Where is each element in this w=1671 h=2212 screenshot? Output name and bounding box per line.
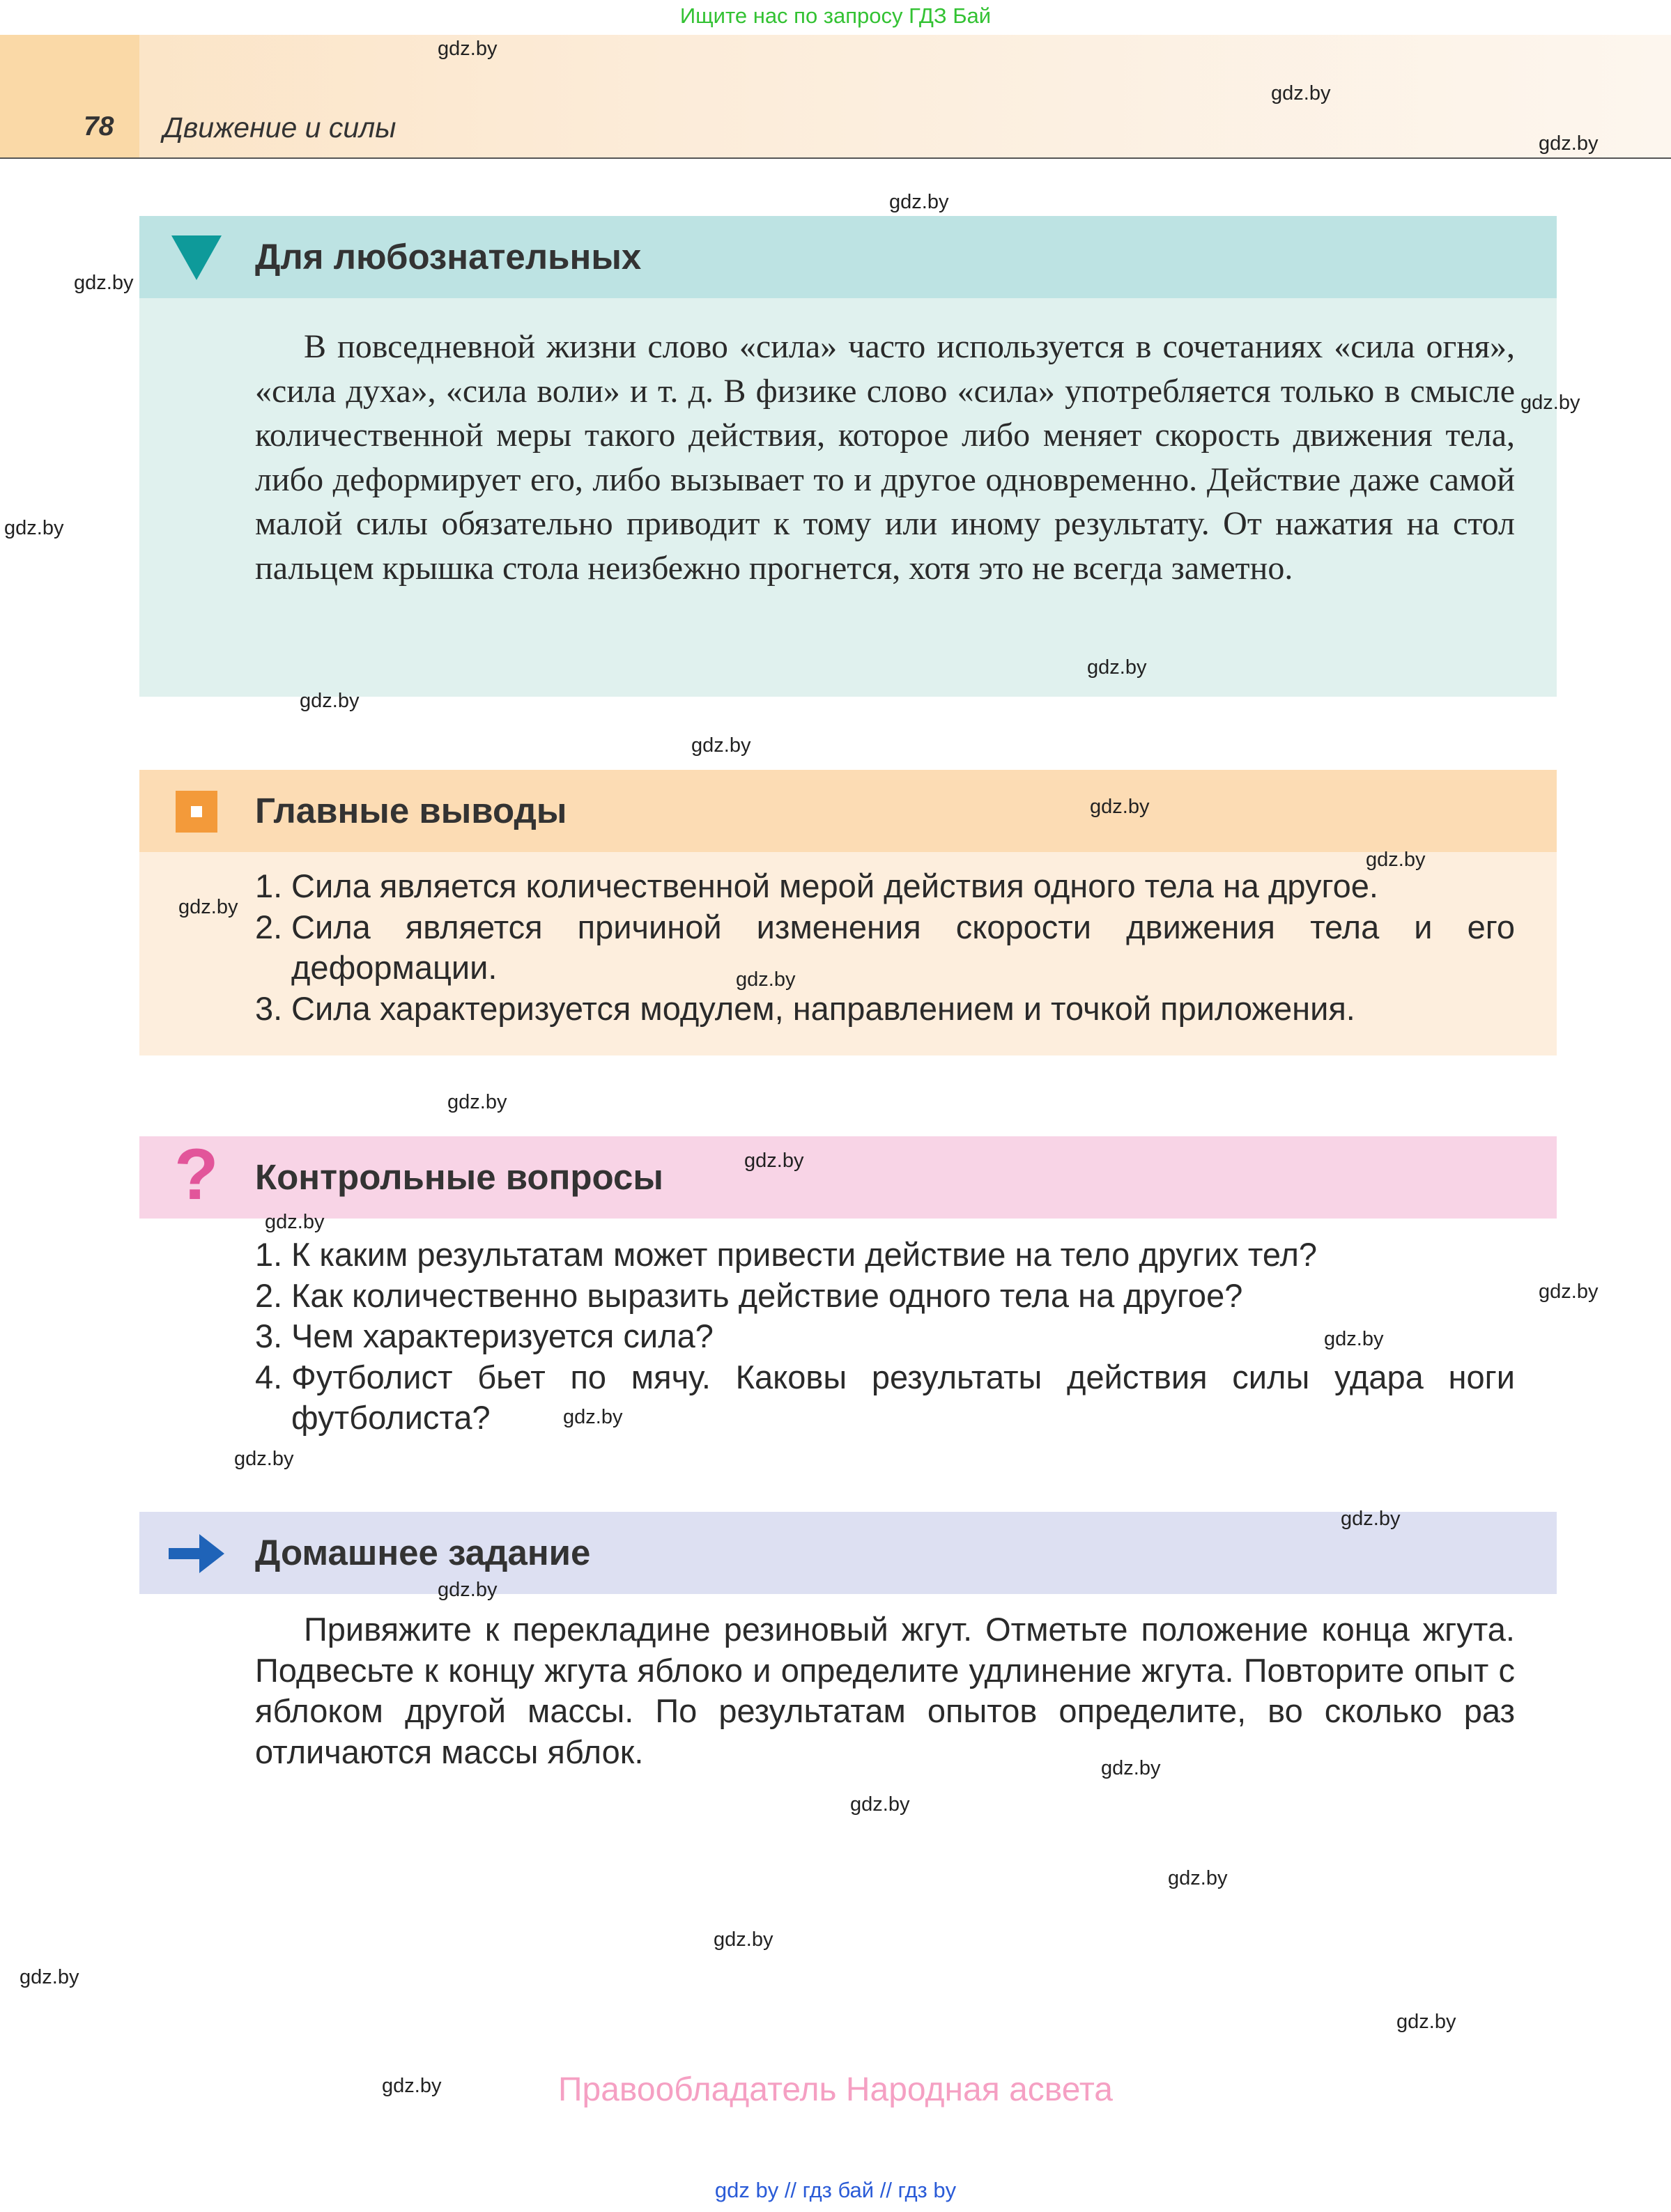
watermark: gdz.by <box>744 1150 804 1172</box>
copyright-notice: Правообладатель Народная асвета <box>558 2071 1113 2108</box>
list-item: 1. Сила является количественной мерой действия одного тела на другое. <box>255 867 1378 904</box>
watermark: gdz.by <box>447 1091 507 1113</box>
conclusions-body <box>139 852 1557 1055</box>
watermark: gdz.by <box>20 1966 79 1988</box>
list-item: 1. К каким результатам может привести действие на тело других тел? <box>255 1236 1318 1273</box>
conclusions-title: Главные выводы <box>255 791 567 830</box>
curious-header <box>139 216 1557 298</box>
watermark: gdz.by <box>1087 656 1147 679</box>
list-item: 2. Сила является причиной изменения скорости движения тела и его деформации. <box>255 908 1515 986</box>
homework-title: Домашнее задание <box>255 1533 591 1572</box>
homework-body <box>255 1609 1515 1772</box>
watermark: gdz.by <box>1539 1281 1599 1303</box>
watermark: gdz.by <box>1324 1328 1384 1350</box>
watermark: gdz.by <box>438 38 498 60</box>
watermark: gdz.by <box>178 896 238 918</box>
watermark: gdz.by <box>850 1793 910 1816</box>
header-divider <box>0 157 1671 159</box>
watermark: gdz.by <box>438 1579 498 1601</box>
top-banner[interactable]: Ищите нас по запросу ГДЗ Бай <box>679 3 992 28</box>
list-item: 3. Сила характеризуется модулем, направлением и точкой приложения. <box>255 989 1355 1027</box>
question-mark-icon: ? <box>174 1134 219 1215</box>
watermark: gdz.by <box>1396 2011 1456 2033</box>
watermark: gdz.by <box>889 191 949 213</box>
watermark: gdz.by <box>234 1448 294 1470</box>
watermark: gdz.by <box>1101 1757 1161 1779</box>
watermark: gdz.by <box>1366 849 1426 871</box>
questions-header <box>139 1136 1557 1219</box>
watermark: gdz.by <box>1341 1508 1401 1530</box>
watermark: gdz.by <box>382 2075 442 2097</box>
watermark: gdz.by <box>1090 796 1150 818</box>
chapter-title: Движение и силы <box>163 111 396 144</box>
homework-text: Привяжите к перекладине резиновый жгут. Отметьте положение конца жгута. Подвесьте к концу жгута яблоко и определите удлинение жгута. Повторите опыт с яблоком другой массы. По результатам опытов определите, во сколько раз отличаются массы яблок. <box>255 1611 1515 1770</box>
page-number: 78 <box>84 111 114 141</box>
watermark: gdz.by <box>4 517 64 539</box>
watermark: gdz.by <box>1271 82 1331 105</box>
list-item: 3. Чем характеризуется сила? <box>255 1317 714 1354</box>
watermark: gdz.by <box>300 690 360 712</box>
arrow-right-icon <box>169 1533 224 1575</box>
curious-text: В повседневной жизни слово «сила» часто используется в сочетаниях «сила огня», «сила духа», «сила воли» и т. д. В физике слово «сила» употребляется только в смысле количественной меры такого действия, которое либо меняет скорость движения тела, либо деформирует его, либо вызывает то и другое одновременно. Действие даже самой малой силы обязательно приводит к тому или иному результату. От нажатия на стол пальцем крышка стола неизбежно прогнется, хотя это не всегда заметно. <box>255 328 1515 587</box>
list-item: 4. Футболист бьет по мячу. Каковы результаты действия силы удара ноги футболиста? <box>255 1358 1515 1436</box>
square-icon <box>176 791 217 833</box>
watermark: gdz.by <box>74 272 134 294</box>
watermark: gdz.by <box>736 968 796 991</box>
curious-title: Для любознательных <box>255 237 642 277</box>
list-item: 2. Как количественно выразить действие одного тела на другое? <box>255 1276 1243 1314</box>
questions-title: Контрольные вопросы <box>255 1157 663 1197</box>
footer-links[interactable]: gdz by // гдз бай // гдз by <box>714 2178 957 2202</box>
watermark: gdz.by <box>691 734 751 757</box>
conclusions-header <box>139 770 1557 852</box>
curious-body <box>139 298 1557 697</box>
watermark: gdz.by <box>563 1406 623 1428</box>
triangle-down-icon <box>171 235 222 280</box>
watermark: gdz.by <box>265 1211 325 1233</box>
page-number-tab <box>0 35 139 159</box>
conclusions-list <box>255 866 1515 1029</box>
watermark: gdz.by <box>714 1928 773 1951</box>
watermark: gdz.by <box>1168 1867 1228 1889</box>
watermark: gdz.by <box>1520 392 1580 414</box>
watermark: gdz.by <box>1539 132 1599 155</box>
